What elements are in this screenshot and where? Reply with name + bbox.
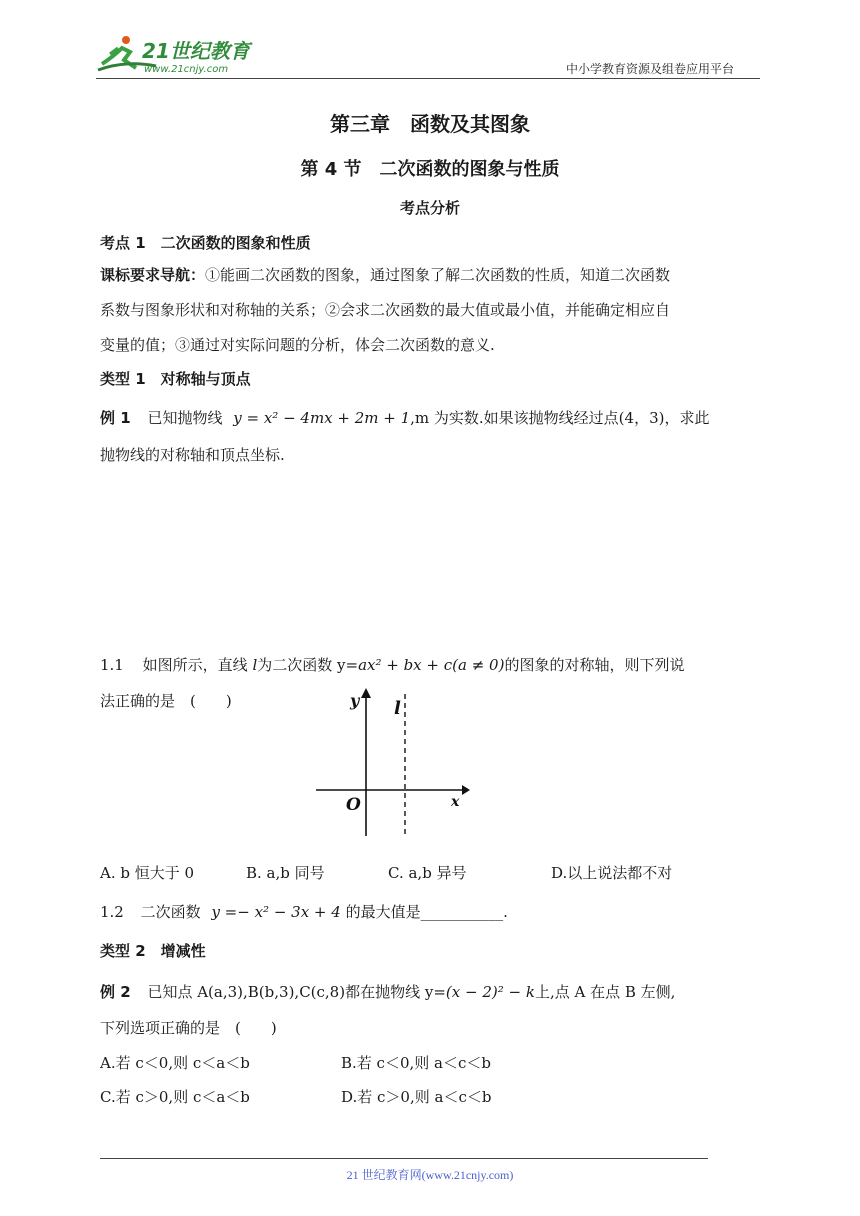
guide-line-2: 系数与图象形状和对称轴的关系；②会求二次函数的最大值或最小值，并能确定相应自: [100, 301, 671, 319]
q1-1-option-d: D.以上说法都不对: [551, 864, 673, 882]
kaodian1-heading: 考点 1 二次函数的图象和性质: [100, 234, 311, 252]
section-title: 第 4 节 二次函数的图象与性质: [300, 159, 560, 180]
example1-line-1: [100, 407, 709, 428]
example2-formula: (x − 2)² − k: [445, 983, 535, 1001]
q1-1-line-1: [100, 654, 684, 675]
example2-line-2: 下列选项正确的是 ( ): [100, 1019, 277, 1037]
footer-divider: [100, 1158, 708, 1159]
q1-2-formula: y =− x² − 3x + 4: [211, 903, 341, 921]
guide-line-3: 变量的值；③通过对实际问题的分析，体会二次函数的意义.: [100, 336, 495, 354]
header-divider: [96, 78, 760, 79]
example1-formula: y = x² − 4mx + 2m + 1: [233, 409, 411, 427]
example2-line-1: [100, 981, 675, 1002]
q1-1-option-b: B. a,b 同号: [246, 864, 325, 882]
guide-line-1: [100, 264, 670, 285]
q1-2-pre: 二次函数: [140, 903, 201, 921]
q1-1-number: 1.1: [100, 656, 124, 674]
example2-option-b: B.若 c＜0,则 a＜c＜b: [341, 1054, 491, 1072]
y-label: y: [350, 691, 360, 710]
example2-label: 例 2: [100, 983, 131, 1001]
example2-option-c: C.若 c＞0,则 c＜a＜b: [100, 1088, 250, 1106]
line-l-label: l: [394, 698, 401, 719]
q1-1-option-c: C. a,b 异号: [388, 864, 467, 882]
q1-1-mid: 为二次函数 y=: [257, 656, 359, 674]
q1-2-line: [100, 901, 508, 922]
q1-1-pre: 如图所示，直线: [142, 656, 248, 674]
example1-line-2: 抛物线的对称轴和顶点坐标.: [100, 446, 285, 464]
guide-label: 课标要求导航：: [100, 266, 206, 284]
y-axis-arrow-icon: [361, 688, 371, 698]
example1-pre: 已知抛物线: [147, 409, 223, 427]
example1-post: ,m 为实数.如果该抛物线经过点(4，3)，求此: [410, 409, 710, 427]
example2-pre: 已知点 A(a,3),B(b,3),C(c,8)都在抛物线 y=: [147, 983, 446, 1001]
x-axis-arrow-icon: [462, 785, 470, 795]
example2-option-a: A.若 c＜0,则 c＜a＜b: [100, 1054, 250, 1072]
q1-1-post: 的图象的对称轴，则下列说: [504, 656, 685, 674]
x-label: x: [451, 794, 460, 810]
q1-1-var-l: l: [252, 656, 258, 674]
logo-text: 21世纪教育: [142, 39, 250, 63]
q1-2-number: 1.2: [100, 903, 124, 921]
site-logo: [96, 34, 266, 76]
analysis-title: 考点分析: [399, 199, 460, 217]
header-platform-text: 中小学教育资源及组卷应用平台: [566, 62, 735, 76]
type2-heading: 类型 2 增减性: [100, 942, 206, 960]
q1-1-option-a: A. b 恒大于 0: [100, 864, 195, 882]
example2-option-d: D.若 c＞0,则 a＜c＜b: [341, 1088, 492, 1106]
type1-heading: 类型 1 对称轴与顶点: [100, 370, 251, 388]
axis-figure: [312, 684, 472, 840]
example2-post: 上,点 A 在点 B 左侧,: [534, 983, 676, 1001]
q1-2-post: 的最大值是___________.: [345, 903, 508, 921]
origin-label: O: [346, 795, 361, 815]
q1-1-formula: ax² + bx + c(a ≠ 0): [358, 656, 505, 674]
footer-link[interactable]: 21 世纪教育网(www.21cnjy.com): [346, 1168, 514, 1182]
chapter-title: 第三章 函数及其图象: [330, 112, 530, 136]
guide-text-1: ①能画二次函数的图象，通过图象了解二次函数的性质，知道二次函数: [205, 266, 671, 284]
q1-1-line-2: 法正确的是 ( ): [100, 692, 232, 710]
logo-url: www.21cnjy.com: [144, 64, 229, 75]
example1-label: 例 1: [100, 409, 131, 427]
